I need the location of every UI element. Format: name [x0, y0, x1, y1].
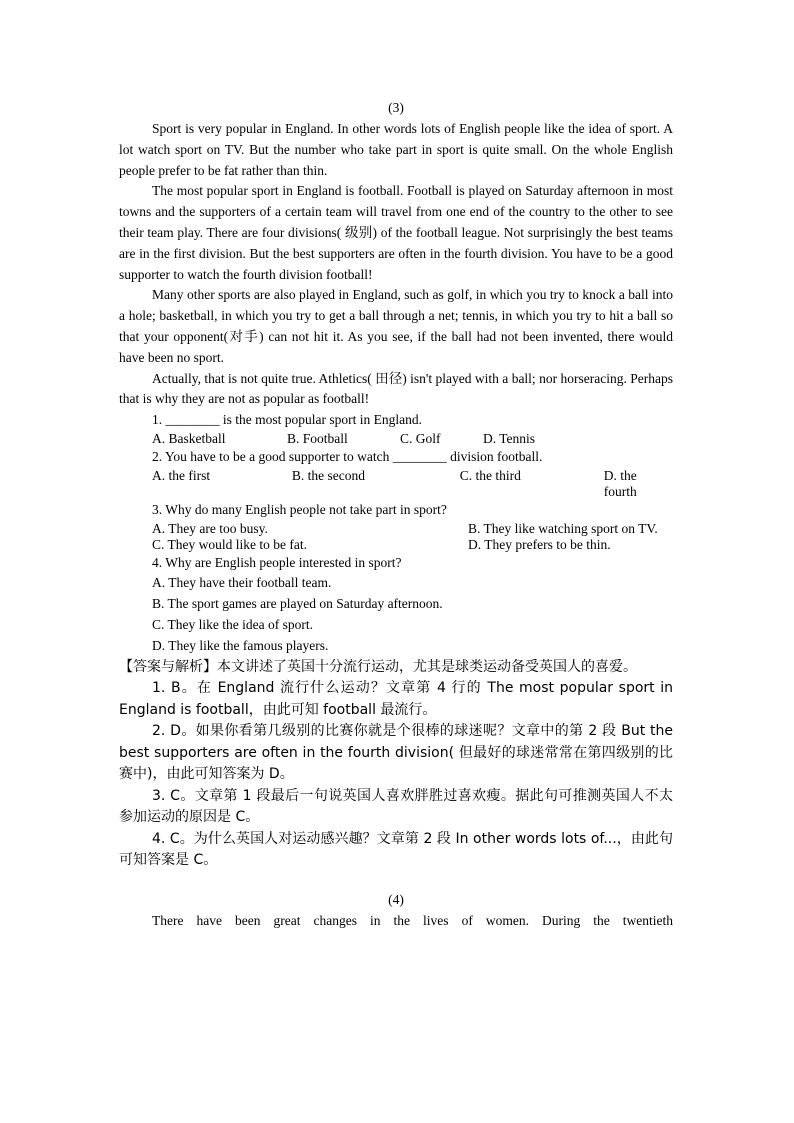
question-4-option-b: B. The sport games are played on Saturday afternoon.	[152, 596, 443, 612]
question-1-stem: 1. ________ is the most popular sport in England.	[152, 412, 422, 428]
section-3-paragraph-1: Sport is very popular in England. In other words lots of English people like the idea of sport. A lot watch sport on TV. But the number who take part in sport is quite small. On the whole English people prefer to be fat rather than thin.	[119, 121, 673, 178]
analysis-answer-2: 2. D。如果你看第几级别的比赛你就是个很棒的球迷呢？文章中的第 2 段 But the best supporters are often in the fourth division( 但最好的球迷常常在第四级别的比赛中)，由此可知答案为 D。	[119, 723, 673, 783]
question-1-option-a: A. Basketball	[152, 430, 226, 446]
question-3-options-row-2	[119, 537, 673, 553]
section-3-paragraph-2: The most popular sport in England is football. Football is played on Saturday afternoon in most towns and the supporters of a certain team will travel from one end of the country to the other to see their team play. There are four divisions( 级别) of the football league. Not surprisingly the best teams are in the first division. But the best supporters are often in the fourth division. You have to be a good supporter to watch the fourth division football!	[119, 183, 673, 282]
analysis-intro: 【答案与解析】本文讲述了英国十分流行运动，尤其是球类运动备受英国人的喜爱。	[119, 658, 637, 675]
question-3-option-a: A. They are too busy.	[152, 520, 268, 536]
question-1-options	[119, 431, 673, 447]
question-3-option-c: C. They would like to be fat.	[152, 536, 307, 552]
section-4-title: (4)	[388, 891, 404, 907]
question-3-option-b: B. They like watching sport on TV.	[468, 520, 658, 536]
question-1-option-c: C. Golf	[400, 430, 441, 446]
question-2-option-d: D. the fourth	[603, 467, 637, 499]
question-2-option-b: B. the second	[291, 467, 366, 483]
section-4-paragraph-1: There have been great changes in the lives of women. During the twentieth	[152, 912, 673, 928]
question-1-option-d: D. Tennis	[483, 430, 536, 446]
question-4-option-d: D. They like the famous players.	[152, 637, 329, 653]
section-3-title: (3)	[388, 100, 404, 115]
question-2-option-c: C. the third	[459, 467, 521, 483]
analysis-answer-4: 4. C。为什么英国人对运动感兴趣？文章第 2 段 In other words lots of...，由此句可知答案是 C。	[119, 830, 673, 869]
question-2-stem: 2. You have to be a good supporter to watch ________ division football.	[152, 448, 543, 464]
question-3-options-row-1	[119, 521, 673, 537]
question-4-stem: 4. Why are English people interested in sport?	[152, 554, 402, 570]
question-3-stem: 3. Why do many English people not take part in sport?	[152, 501, 447, 517]
document-page	[119, 98, 673, 931]
question-4-option-a: A. They have their football team.	[152, 575, 332, 591]
answer-analysis	[119, 657, 673, 872]
question-1-option-b: B. Football	[287, 430, 348, 446]
analysis-answer-1: 1. B。在 England 流行什么运动？文章第 4 行的 The most popular sport in England is football，由此可知 football 最流行。	[119, 680, 673, 718]
section-3-paragraph-3: Many other sports are also played in England, such as golf, in which you try to knock a ball into a hole; basketball, in which you try to get a ball through a net; tennis, in which you try to hit a ball so that your opponent(对手) can not hit it. As you see, if the ball had not been invented, there would have been no sport.	[119, 287, 673, 365]
question-2-option-a: A. the first	[152, 467, 211, 483]
question-2-options	[119, 468, 673, 500]
analysis-answer-3: 3. C。文章第 1 段最后一句说英国人喜欢胖胜过喜欢瘦。据此句可推测英国人不太参加运动的原因是 C。	[119, 787, 673, 826]
section-3-paragraph-4: Actually, that is not quite true. Athletics( 田径) isn't played with a ball; nor horseracing. Perhaps that is why they are not as popular as football!	[119, 370, 673, 407]
question-3-option-d: D. They prefers to be thin.	[468, 536, 611, 552]
question-4-option-c: C. They like the idea of sport.	[152, 616, 313, 632]
